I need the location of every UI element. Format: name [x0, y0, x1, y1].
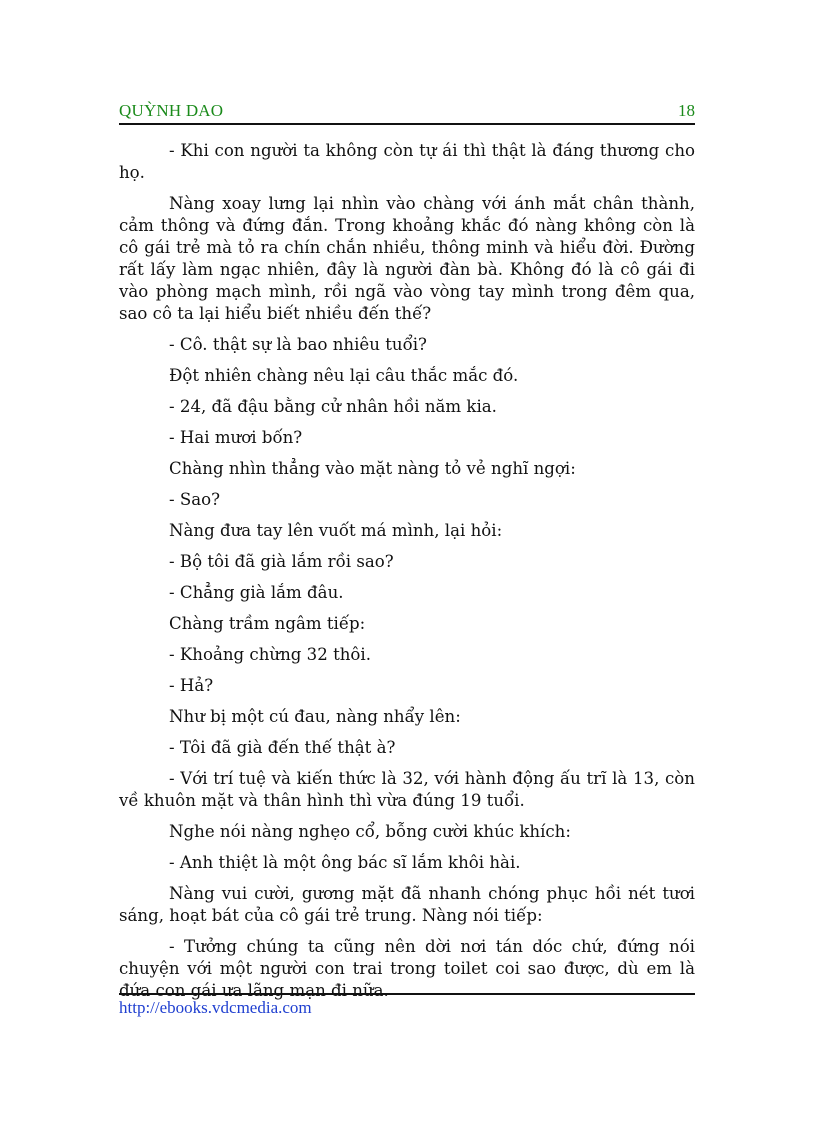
paragraph: - Hai mươi bốn? [169, 428, 303, 447]
paragraph: Như bị một cú đau, nàng nhẩy lên: [169, 707, 461, 726]
page-header [119, 101, 695, 125]
book-author-title: QUỲNH DAO [119, 101, 224, 120]
paragraph: - Hả? [169, 676, 214, 695]
page-footer [119, 993, 695, 1018]
page-body [119, 140, 695, 1011]
paragraph: Đột nhiên chàng nêu lại câu thắc mắc đó. [169, 366, 519, 385]
paragraph: - Chẳng già lắm đâu. [169, 583, 344, 602]
paragraph: - Bộ tôi đã già lắm rồi sao? [169, 552, 394, 571]
paragraph: - Tưởng chúng ta cũng nên dời nơi tán dóc chứ, đứng nói chuyện với một người con trai trong toilet coi sao được, dù em là đứa con gái ưa lãng mạn đi nữa. [119, 937, 695, 1000]
paragraph: - Anh thiệt là một ông bác sĩ lắm khôi hài. [169, 853, 521, 872]
paragraph: - Sao? [169, 490, 221, 509]
paragraph: Nàng vui cười, gương mặt đã nhanh chóng phục hồi nét tươi sáng, hoạt bát của cô gái trẻ trung. Nàng nói tiếp: [119, 884, 695, 925]
paragraph: - Khi con người ta không còn tự ái thì thật là đáng thương cho họ. [119, 141, 695, 182]
paragraph: Nghe nói nàng nghẹo cổ, bỗng cười khúc khích: [169, 822, 571, 841]
paragraph: Nàng đưa tay lên vuốt má mình, lại hỏi: [169, 521, 503, 540]
paragraph: Nàng xoay lưng lại nhìn vào chàng với ánh mắt chân thành, cảm thông và đứng đắn. Trong khoảng khắc đó nàng không còn là cô gái trẻ mà tỏ ra chín chắn nhiều, thông minh và hiểu đời. Đường rất lấy làm ngạc nhiên, đây là người đàn bà. Không đó là cô gái đi vào phòng mạch mình, rồi ngã vào vòng tay mình trong đêm qua, sao cô ta lại hiểu biết nhiều đến thế? [119, 194, 695, 323]
ebooks-link[interactable]: http://ebooks.vdcmedia.com [119, 998, 312, 1017]
paragraph: - Tôi đã già đến thế thật à? [169, 738, 396, 757]
page-number: 18 [678, 101, 695, 120]
paragraph: - 24, đã đậu bằng cử nhân hồi năm kia. [169, 397, 497, 416]
paragraph: - Cô. thật sự là bao nhiêu tuổi? [169, 335, 427, 354]
paragraph: Chàng nhìn thẳng vào mặt nàng tỏ vẻ nghĩ ngợi: [169, 459, 576, 478]
paragraph: - Khoảng chừng 32 thôi. [169, 645, 372, 664]
paragraph: Chàng trầm ngâm tiếp: [169, 614, 366, 633]
paragraph: - Với trí tuệ và kiến thức là 32, với hành động ấu trĩ là 13, còn về khuôn mặt và thân hình thì vừa đúng 19 tuổi. [119, 769, 695, 810]
